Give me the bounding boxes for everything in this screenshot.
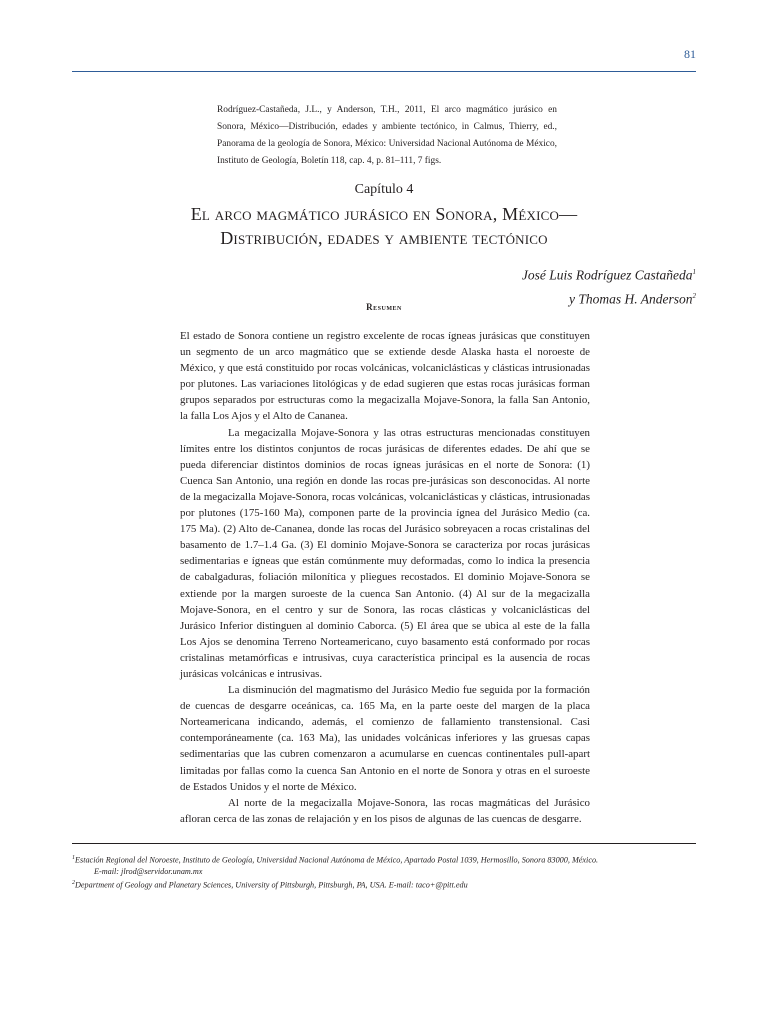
- author-1-mark: 1: [692, 268, 696, 276]
- abstract-paragraph-4: Al norte de la megacizalla Mojave-Sonora, las rocas magmáticas del Jurásico afloran cerca de las zonas de relajación y en los pisos de algunas de las cuencas de desgarre.: [180, 796, 590, 825]
- chapter-title: [0, 202, 768, 250]
- footnote-1-mark: 1: [72, 855, 75, 861]
- author-1: [522, 262, 696, 286]
- footnote-1-email: E-mail: jlrod@servidor.unam.mx: [94, 867, 203, 877]
- chapter-title-line-1: El arco magmático jurásico en Sonora, México—: [190, 204, 578, 224]
- author-1-name: José Luis Rodríguez Castañeda: [521, 267, 693, 283]
- footnote-2: [72, 878, 696, 891]
- citation-text: Rodríguez-Castañeda, J.L., y Anderson, T.H., 2011, El arco magmático jurásico en Sonora, México—Distribución, edades y ambiente tectónico, in Calmus, Thierry, ed., Panorama de la geología de Sonora, México: Universidad Nacional Autónoma de México, Instituto de Geología, Boletín 118, cap. 4, p. 81–111, 7 figs.: [217, 105, 557, 166]
- page-number: 81: [684, 47, 696, 61]
- abstract-paragraph-2: La megacizalla Mojave-Sonora y las otras estructuras mencionadas constituyen límites entre los distintos conjuntos de rocas jurásicas de diferentes edades. De ahí que se pueda diferenciar distintos dominios de rocas ígneas jurásicas en el norte de Sonora: (1) Cuenca San Antonio, una región en donde las rocas pre-jurásicas son desconocidas. Al norte de la megacizalla Mojave-Sonora, rocas volcánicas, volcaniclásticas y clásticas, intrusionadas por plutones (175-160 Ma), componen parte de la provincia ígnea del Jurásico Medio (ca. 175 Ma). (2) Alto de-Cananea, donde las rocas del Jurásico sobreyacen a rocas cristalinas del basamento de 1.7–1.4 Ga. (3) El dominio Mojave-Sonora se caracteriza por rocas jurásicas sedimentarias e ígneas que están comúnmente muy deformadas, como lo indica la presencia de cabalgaduras, foliación milonítica y pliegues recostados. El dominio Mojave-Sonora se extiende por la margen suroeste de la cuenca San Antonio. (4) Al sur de la megacizalla Mojave-Sonora, en el centro y sur de Sonora, las rocas clásticas y volcaniclásticas del Jurásico Inferior distinguen al dominio Caborca. (5) El área que se ubica al este de la falla Los Ajos se denomina Terreno Norteamericano, cuyo basamento está conformado por rocas cristalinas metamórficas e intrusivas, cuya característica principal es la ausencia de rocas jurásicas volcánicas e intrusivas.: [180, 426, 590, 680]
- abstract: [180, 328, 590, 827]
- resumen-heading: Resumen: [366, 302, 402, 312]
- header-rule: [72, 71, 696, 72]
- footnote-rule: [72, 843, 696, 844]
- author-2-name: y Thomas H. Anderson: [568, 291, 693, 306]
- citation: [217, 102, 557, 170]
- footnote-2-mark: 2: [72, 879, 75, 886]
- footnote-1-text: Estación Regional del Noroeste, Instituto de Geología, Universidad Nacional Autónoma de México, Apartado Postal 1039, Hermosillo, Sonora 83000, México.: [75, 855, 599, 865]
- chapter-title-line-2: Distribución, edades y ambiente tectónico: [220, 228, 548, 248]
- abstract-paragraph-1: El estado de Sonora contiene un registro excelente de rocas ígneas jurásicas que constituyen un segmento de un arco magmático que se extiende desde Alaska hasta el noroeste de México, y que está constituido por rocas volcánicas, volcaniclásticas y clásticas intrusionadas por plutones. Las variaciones litológicas y de edad sugieren que estas rocas jurásicas forman grupos separados por estructuras como la megacizalla Mojave-Sonora, la falla San Antonio, la falla Los Ajos y el Alto de Cananea.: [180, 330, 590, 423]
- footnotes: [72, 853, 696, 891]
- footnote-1: [72, 853, 696, 866]
- abstract-paragraph-3: La disminución del magmatismo del Jurásico Medio fue seguida por la formación de cuencas de desgarre oceánicas, ca. 165 Ma, en la parte oeste del margen de la placa Norteamericana indicando, además, el comienzo de fallamiento transtensional. Casi contemporáneamente (ca. 163 Ma), las unidades volcánicas inferiores y las gruesas capas sedimentarias que las cubren comenzaron a acumularse en cuencas continentales pull-apart limitadas por fallas como la cuenca San Antonio en el norte de Sonora y otras en el suroeste de Estados Unidos y el norte de México.: [180, 684, 590, 793]
- footnote-2-text: Department of Geology and Planetary Sciences, University of Pittsburgh, Pittsburgh, PA, USA. E-mail: taco+@pitt.edu: [75, 880, 468, 890]
- chapter-label: Capítulo 4: [354, 182, 414, 197]
- author-2-mark: 2: [692, 291, 696, 300]
